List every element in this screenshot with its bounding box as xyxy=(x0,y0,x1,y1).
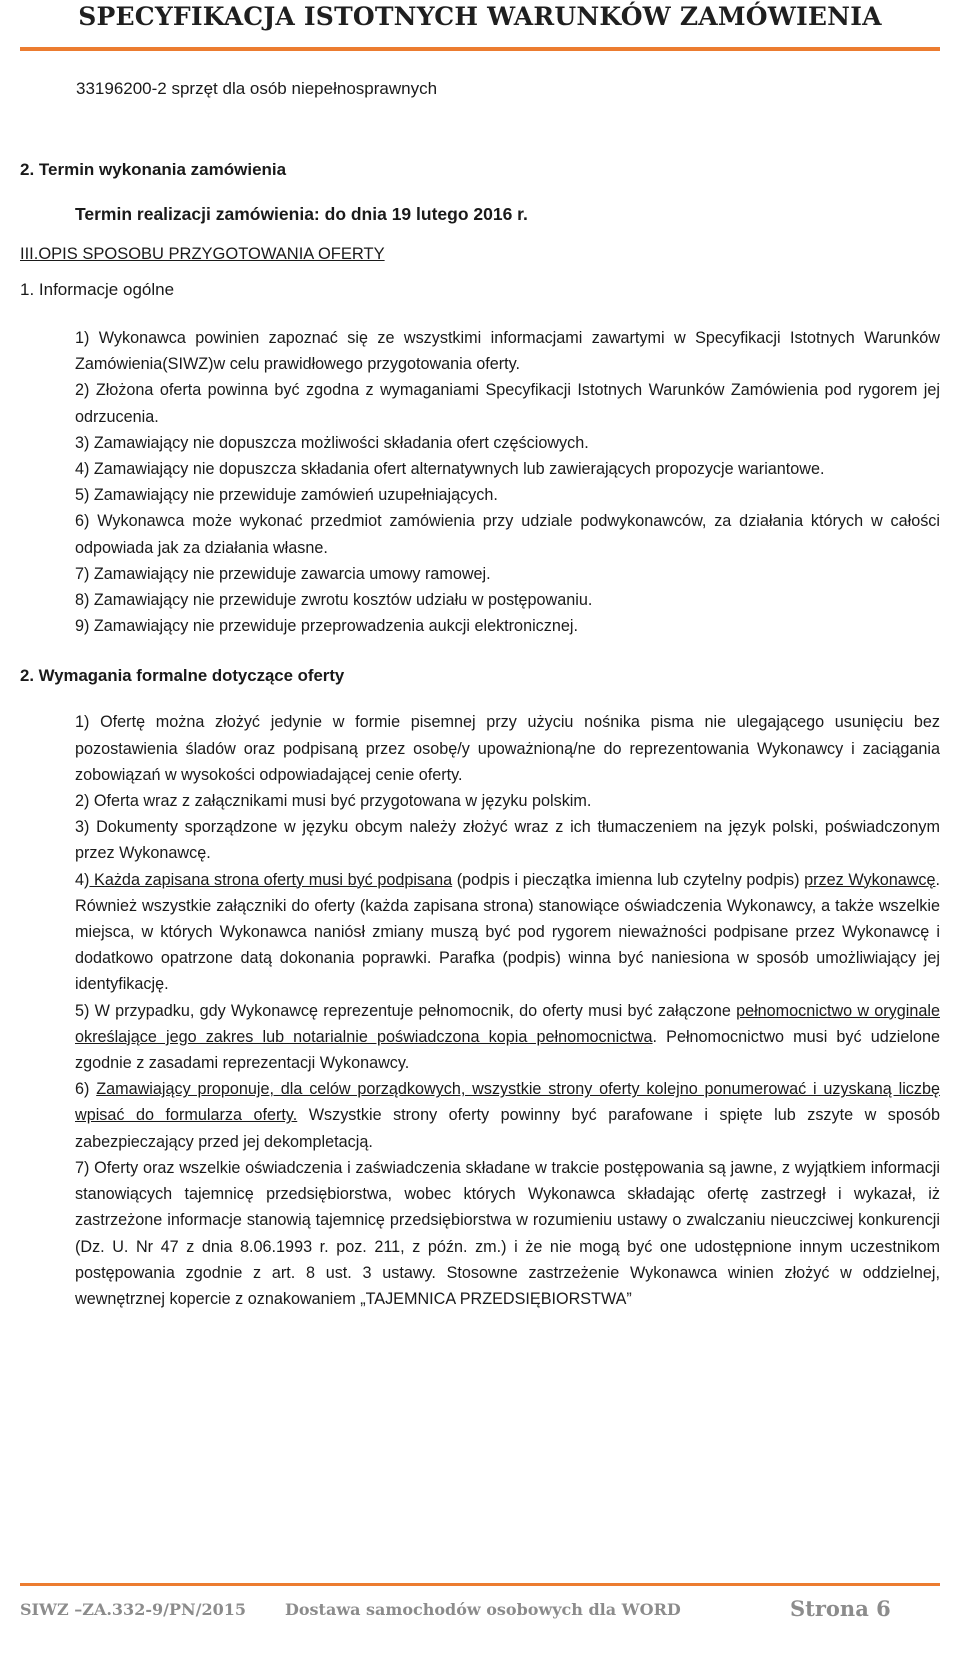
item-text: 6) xyxy=(75,1080,97,1099)
section-2-heading: 2. Termin wykonania zamówienia xyxy=(20,160,287,179)
list-item: 1) Ofertę można złożyć jedynie w formie pisemnej przy użyciu nośnika pisma nie ulegającego usunięciu bez pozostawienia śladów oraz podpisaną przez osobę/y upoważnioną/ne do reprezentowania Wykonawcy i zaciągania zobowiązań w wysokości odpowiadającej cenie oferty. xyxy=(75,713,940,784)
list-item xyxy=(75,867,940,998)
item-text: . Pełnomocnictwo musi być udzielone zgodnie z zasadami reprezentacji Wykonawcy. xyxy=(75,1027,940,1073)
cpv-line: 33196200-2 sprzęt dla osób niepełnosprawnych xyxy=(76,79,438,98)
underlined-text: Zamawiający proponuje, dla celów porządkowych, wszystkie strony oferty kolejno ponumerować i uzyskaną liczbę wpisać do formularza oferty. xyxy=(75,1080,940,1125)
list-item: 7) Oferty oraz wszelkie oświadczenia i zaświadczenia składane w trakcie postępowania są jawne, z wyjątkiem informacji stanowiących tajemnicę przedsiębiorstwa, wobec których Wykonawca składając ofertę zastrzegł i wykazał, iż zastrzeżone informacje stanowią tajemnicę przedsiębiorstwa w rozumieniu ustawy o zwalczaniu nieuczciwej konkurencji (Dz. U. Nr 47 z dnia 8.06.1993 r. poz. 211, z późn. zm.) i że nie mogą być one udostępnione innym uczestnikom postępowania zgodnie z art. 8 ust. 3 ustawy. Stosowne zastrzeżenie Wykonawca winien złożyć w oddzielnej, wewnętrznej kopercie z oznakowaniem „TAJEMNICA PRZEDSIĘBIORSTWA” xyxy=(75,1158,940,1308)
item-text: Wszystkie strony oferty powinny być parafowane i spięte lub zszyte w sposób zabezpieczający przed jej dekompletacją. xyxy=(75,1106,940,1151)
list-item: 3) Zamawiający nie dopuszcza możliwości składania ofert częściowych. xyxy=(75,433,589,452)
underlined-text: Każda zapisana strona oferty musi być podpisana xyxy=(89,870,453,889)
page-header xyxy=(0,0,960,40)
formal-requirements-list xyxy=(20,709,940,1312)
item-text: (podpis i pieczątka imienna lub czytelny podpis) xyxy=(452,870,805,889)
footer-reference: SIWZ –ZA.332-9/PN/2015 xyxy=(20,1600,246,1619)
deadline-text: Termin realizacji zamówienia: do dnia 19 lutego 2016 r. xyxy=(75,204,528,224)
header-divider xyxy=(20,47,940,51)
list-item: 7) Zamawiający nie przewiduje zawarcia umowy ramowej. xyxy=(75,564,491,583)
item-text: 5) W przypadku, gdy Wykonawcę reprezentuje pełnomocnik, do oferty musi być załączone xyxy=(75,1001,737,1020)
list-item xyxy=(75,1076,940,1155)
document-title: SPECYFIKACJA ISTOTNYCH WARUNKÓW ZAMÓWIENIA xyxy=(78,2,882,31)
list-item: 8) Zamawiający nie przewiduje zwrotu kosztów udziału w postępowaniu. xyxy=(75,591,593,610)
subsection-number: 2. xyxy=(20,666,34,686)
list-item xyxy=(75,998,940,1077)
list-item: 6) Wykonawca może wykonać przedmiot zamówienia przy udziale podwykonawców, za działania których w całości odpowiada jak za działania własne. xyxy=(75,512,940,557)
footer-subject: Dostawa samochodów osobowych dla WORD xyxy=(285,1600,681,1619)
list-item: 2) Oferta wraz z załącznikami musi być przygotowana w języku polskim. xyxy=(75,792,592,811)
footer-divider xyxy=(20,1583,940,1586)
page-number: Strona 6 xyxy=(790,1596,891,1621)
list-item: 5) Zamawiający nie przewiduje zamówień uzupełniających. xyxy=(75,486,498,505)
list-item: 1) Wykonawca powinien zapoznać się ze wszystkimi informacjami zawartymi w Specyfikacji Istotnych Warunków Zamówienia(SIWZ)w celu prawidłowego przygotowania oferty. xyxy=(75,329,940,374)
underlined-text: pełnomocnictwo w oryginale określające jego zakres lub notarialnie poświadczona kopia pełnomocnictwa xyxy=(75,1001,940,1046)
general-info-list xyxy=(20,325,940,639)
item-text: . Również wszystkie załączniki do oferty (każda zapisana strona) stanowiące oświadczenia Wykonawcy, a także wszelkie miejsca, w których Wykonawca naniósł zmiany muszą być pod rygorem nieważności podpisane przez Wykonawcę i dodatkowo opatrzone datą dokonania poprawki. Parafka (podpis) winna być naniesiona w sposób umożliwiający jej identyfikację. xyxy=(75,870,940,994)
subsection-formal-heading xyxy=(20,663,940,689)
list-item: 3) Dokumenty sporządzone w języku obcym należy złożyć wraz z ich tłumaczeniem na język polski, poświadczonym przez Wykonawcę. xyxy=(75,818,940,863)
document-body xyxy=(20,76,940,1312)
underlined-text: przez Wykonawcę xyxy=(804,870,936,889)
list-item: 9) Zamawiający nie przewiduje przeprowadzenia aukcji elektronicznej. xyxy=(75,617,578,636)
item-number: 4) xyxy=(75,870,90,889)
list-item: 2) Złożona oferta powinna być zgodna z wymaganiami Specyfikacji Istotnych Warunków Zamówienia pod rygorem jej odrzucenia. xyxy=(75,381,940,426)
subsection-general-heading: 1. Informacje ogólne xyxy=(20,280,175,299)
subsection-title: Wymagania formalne dotyczące oferty xyxy=(38,666,345,686)
list-item: 4) Zamawiający nie dopuszcza składania ofert alternatywnych lub zawierających propozycje wariantowe. xyxy=(75,460,825,479)
section-3-heading: III.OPIS SPOSOBU PRZYGOTOWANIA OFERTY xyxy=(20,245,385,263)
page-footer xyxy=(0,1590,960,1630)
